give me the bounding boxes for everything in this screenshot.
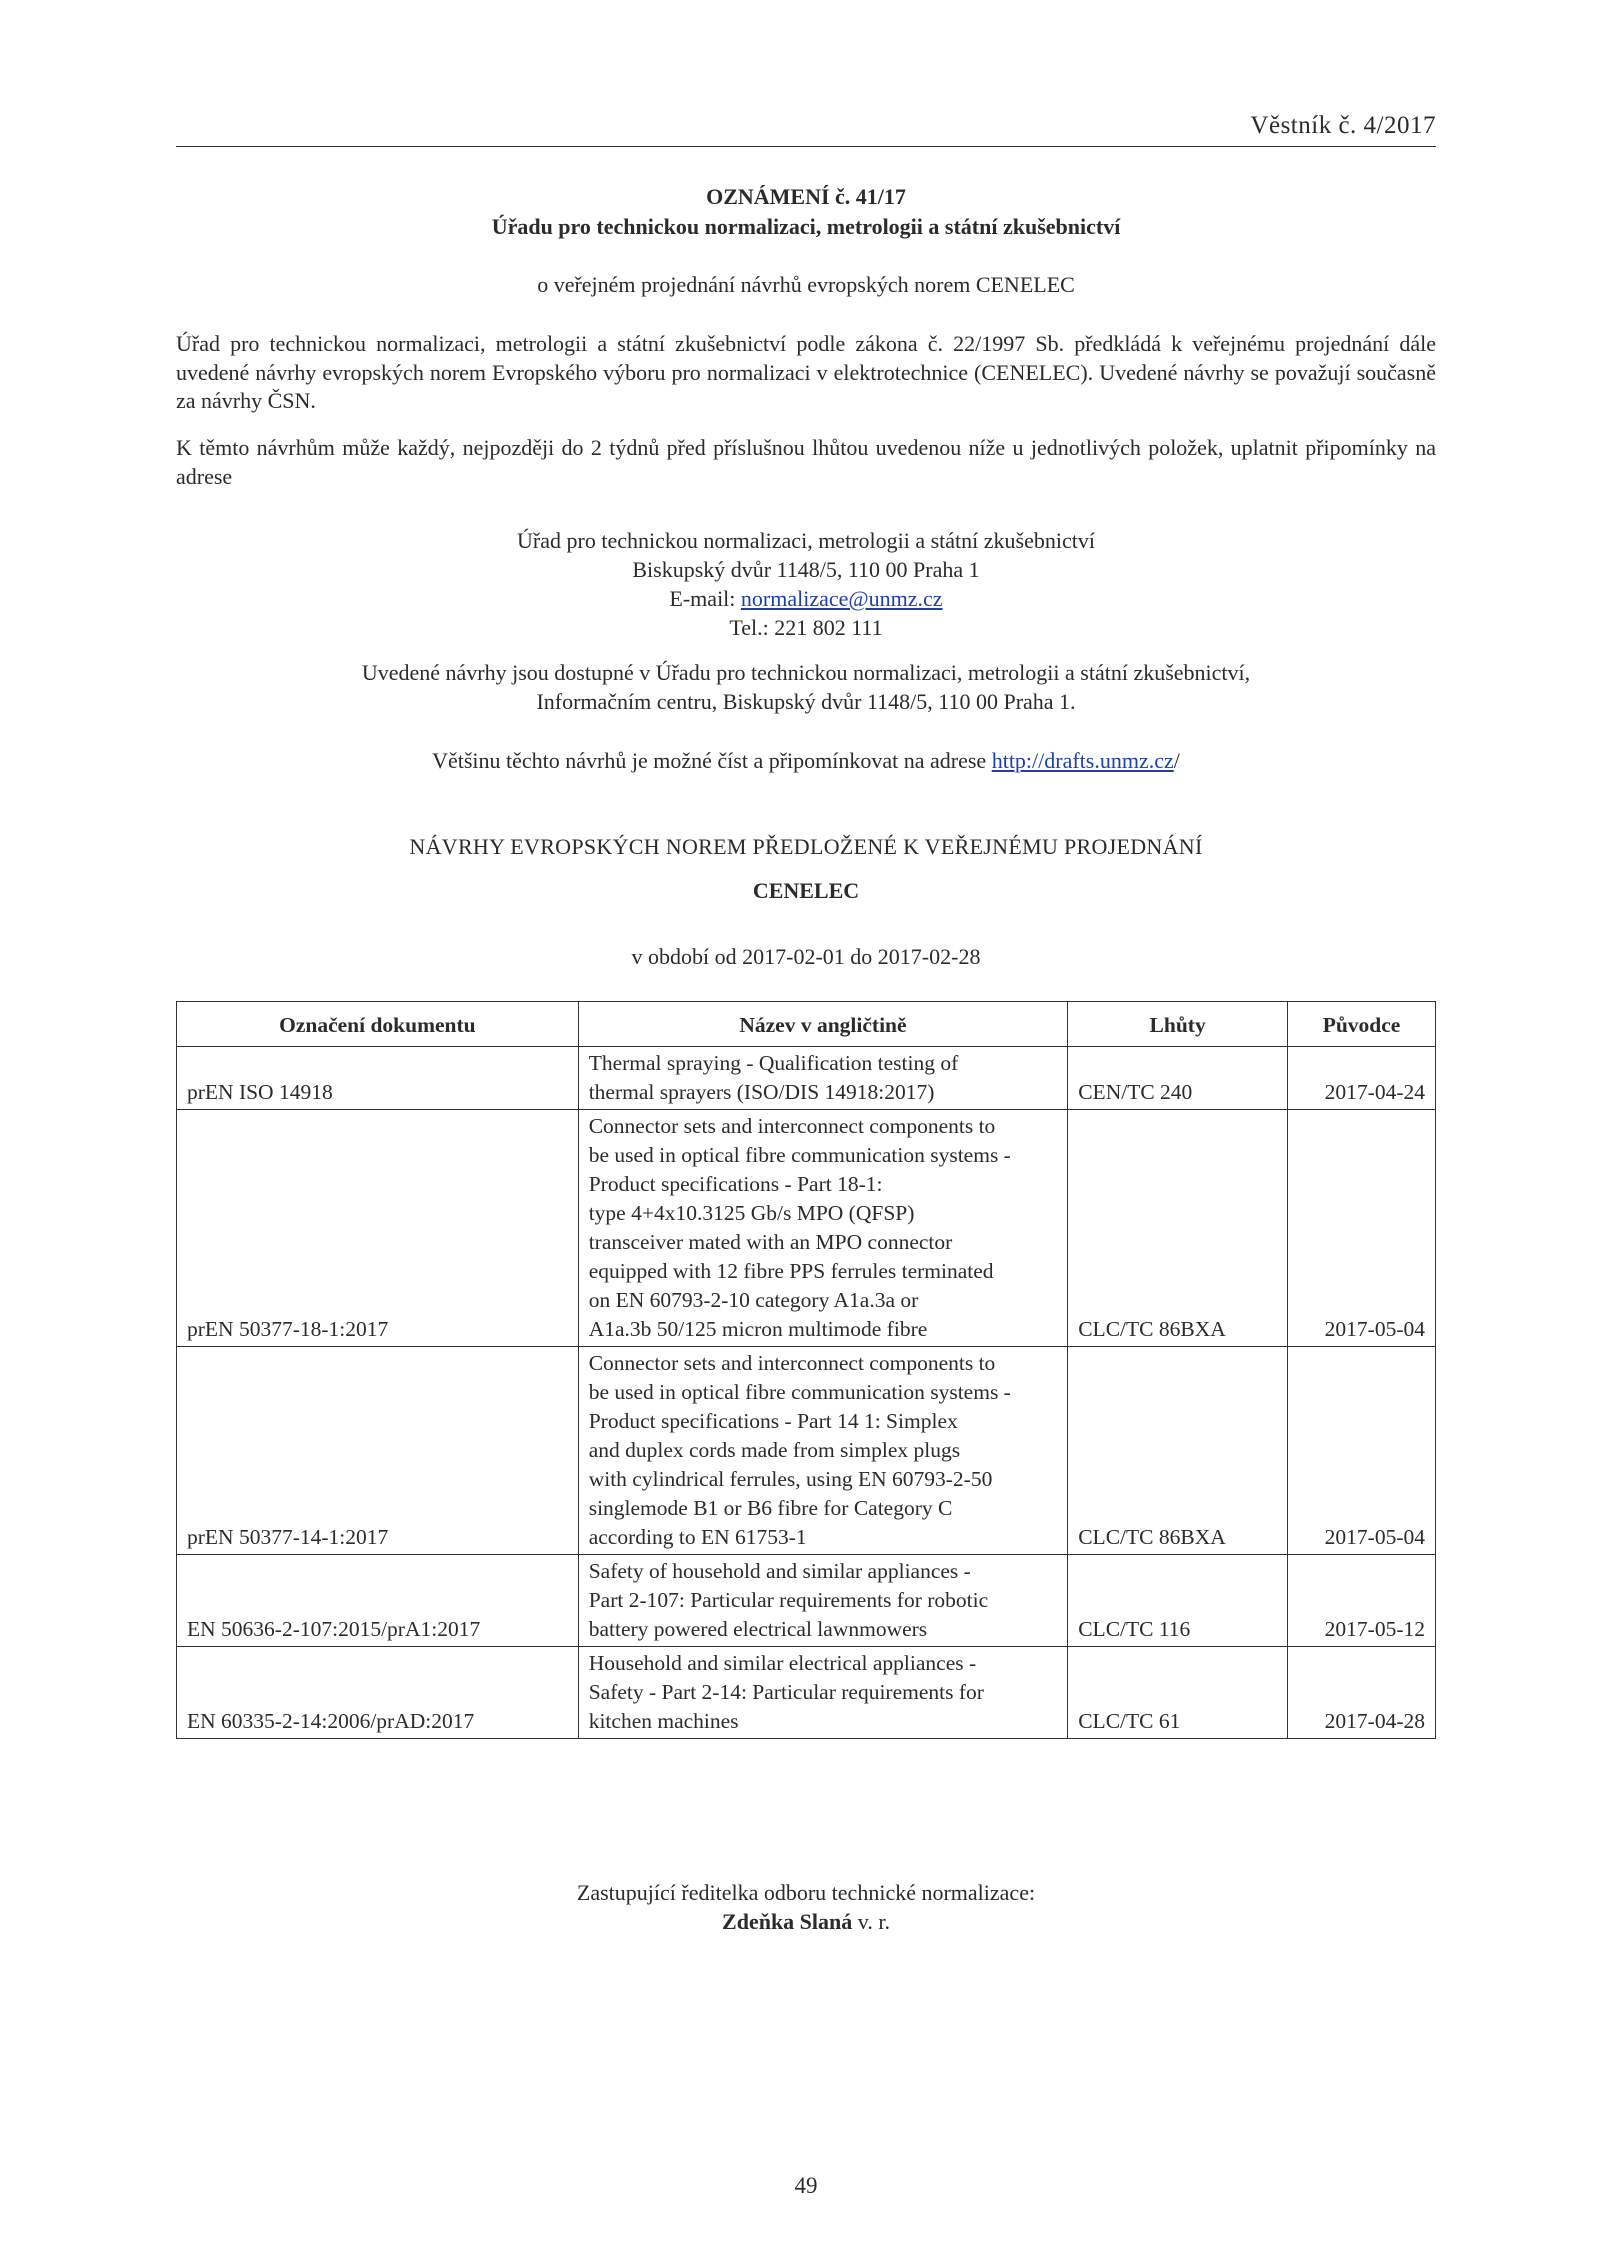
- cell-designation: EN 60335-2-14:2006/prAD:2017: [177, 1647, 579, 1739]
- address-email: [176, 586, 1436, 612]
- header-rule: [176, 146, 1436, 147]
- title-line: Part 2-107: Particular requirements for robotic: [588, 1588, 989, 1612]
- drafts-line: [176, 748, 1436, 774]
- cell-title-en: [578, 1110, 1068, 1347]
- cell-title-en: [578, 1555, 1068, 1647]
- cell-date: 2017-05-12: [1288, 1555, 1436, 1647]
- table-row: [177, 1047, 1436, 1110]
- signer-line: [176, 1909, 1436, 1935]
- title-line: Safety of household and similar appliances -: [588, 1559, 971, 1583]
- cell-date: 2017-05-04: [1288, 1347, 1436, 1555]
- cell-date: 2017-05-04: [1288, 1110, 1436, 1347]
- email-label: E-mail:: [669, 586, 741, 611]
- signer-role: Zastupující ředitelka odboru technické normalizace:: [576, 1880, 1036, 1905]
- drafts-link[interactable]: http://drafts.unmz.cz: [991, 748, 1174, 773]
- cell-designation: EN 50636-2-107:2015/prA1:2017: [177, 1555, 579, 1647]
- drafts-text: Většinu těchto návrhů je možné číst a připomínkovat na adrese: [432, 748, 992, 773]
- signer-name: Zdeňka Slaná: [722, 1909, 853, 1934]
- cell-title-en: [578, 1347, 1068, 1555]
- cell-designation: prEN ISO 14918: [177, 1047, 579, 1110]
- title-line: Safety - Part 2-14: Particular requirements for: [588, 1680, 984, 1704]
- title-line: with cylindrical ferrules, using EN 60793-2-50: [588, 1467, 993, 1491]
- table-row: [177, 1647, 1436, 1739]
- address-street: Biskupský dvůr 1148/5, 110 00 Praha 1: [632, 557, 980, 582]
- cell-date: 2017-04-24: [1288, 1047, 1436, 1110]
- drafts-tail: /: [1173, 748, 1180, 773]
- section-title: NÁVRHY EVROPSKÝCH NOREM PŘEDLOŽENÉ K VEŘEJNÉMU PROJEDNÁNÍ: [409, 834, 1203, 859]
- cell-title-en: [578, 1047, 1068, 1110]
- page-number: 49: [794, 2173, 818, 2198]
- notice-topic: o veřejném projednání návrhů evropských norem CENELEC: [537, 272, 1075, 297]
- title-line: battery powered electrical lawnmowers: [588, 1617, 928, 1641]
- intro-paragraph: Úřad pro technickou normalizaci, metrologii a státní zkušebnictví podle zákona č. 22/1997 Sb. předkládá k veřejnému projednání dále uvedené návrhy evropských norem Evropského výboru pro normalizaci v elektrotechnice (CENELEC). Uvedené návrhy se považují současně za návrhy ČSN.: [176, 331, 1436, 413]
- section-organization: CENELEC: [752, 878, 860, 903]
- title-line: Product specifications - Part 14 1: Simplex: [588, 1409, 958, 1433]
- table-body: [177, 1047, 1436, 1739]
- table-row: [177, 1110, 1436, 1347]
- email-link[interactable]: normalizace@unmz.cz: [740, 586, 943, 611]
- running-head: Věstník č. 4/2017: [1250, 112, 1436, 139]
- cell-committee: CEN/TC 240: [1068, 1047, 1288, 1110]
- title-line: Product specifications - Part 18-1:: [588, 1172, 883, 1196]
- cell-committee: CLC/TC 116: [1068, 1555, 1288, 1647]
- cell-title-en: [578, 1647, 1068, 1739]
- title-line: Household and similar electrical appliances -: [588, 1651, 977, 1675]
- title-line: singlemode B1 or B6 fibre for Category C: [588, 1496, 953, 1520]
- header-designation: Označení dokumentu: [177, 1002, 579, 1047]
- drafts-table: [176, 1001, 1436, 1739]
- cell-date: 2017-04-28: [1288, 1647, 1436, 1739]
- header-originator: Původce: [1288, 1002, 1436, 1047]
- header-title-en: Název v angličtině: [578, 1002, 1068, 1047]
- title-line: type 4+4x10.3125 Gb/s MPO (QFSP): [588, 1201, 915, 1225]
- signer-suffix: v. r.: [852, 1909, 890, 1934]
- cell-committee: CLC/TC 86BXA: [1068, 1110, 1288, 1347]
- title-line: thermal sprayers (ISO/DIS 14918:2017): [588, 1080, 935, 1104]
- cell-designation: prEN 50377-18-1:2017: [177, 1110, 579, 1347]
- address-name: Úřad pro technickou normalizaci, metrologii a státní zkušebnictví: [517, 528, 1095, 553]
- title-line: Connector sets and interconnect components to: [588, 1114, 996, 1138]
- header-deadline-body: Lhůty: [1068, 1002, 1288, 1047]
- title-line: be used in optical fibre communication systems -: [588, 1143, 1011, 1167]
- title-line: A1a.3b 50/125 micron multimode fibre: [588, 1317, 928, 1341]
- title-line: kitchen machines: [588, 1709, 739, 1733]
- address-phone: Tel.: 221 802 111: [729, 615, 883, 640]
- title-line: equipped with 12 fibre PPS ferrules terminated: [588, 1259, 994, 1283]
- title-line: Connector sets and interconnect components to: [588, 1351, 996, 1375]
- table-header-row: [177, 1002, 1436, 1047]
- title-line: on EN 60793-2-10 category A1a.3a or: [588, 1288, 919, 1312]
- table-row: [177, 1347, 1436, 1555]
- comments-paragraph: K těmto návrhům může každý, nejpozději do 2 týdnů před příslušnou lhůtou uvedenou níže u jednotlivých položek, uplatnit připomínky na adrese: [176, 435, 1436, 489]
- cell-committee: CLC/TC 86BXA: [1068, 1347, 1288, 1555]
- notice-title: OZNÁMENÍ č. 41/17: [706, 184, 906, 209]
- title-line: be used in optical fibre communication systems -: [588, 1380, 1011, 1404]
- notice-authority: Úřadu pro technickou normalizaci, metrologii a státní zkušebnictví: [491, 214, 1121, 239]
- title-line: Thermal spraying - Qualification testing of: [588, 1051, 959, 1075]
- title-line: transceiver mated with an MPO connector: [588, 1230, 953, 1254]
- cell-committee: CLC/TC 61: [1068, 1647, 1288, 1739]
- cell-designation: prEN 50377-14-1:2017: [177, 1347, 579, 1555]
- section-period: v období od 2017-02-01 do 2017-02-28: [631, 944, 981, 969]
- table-row: [177, 1555, 1436, 1647]
- availability-line-2: Informačním centru, Biskupský dvůr 1148/5, 110 00 Praha 1.: [536, 689, 1076, 714]
- availability-line-1: Uvedené návrhy jsou dostupné v Úřadu pro technickou normalizaci, metrologii a státní zkušebnictví,: [361, 660, 1251, 685]
- title-line: and duplex cords made from simplex plugs: [588, 1438, 961, 1462]
- title-line: according to EN 61753-1: [588, 1525, 807, 1549]
